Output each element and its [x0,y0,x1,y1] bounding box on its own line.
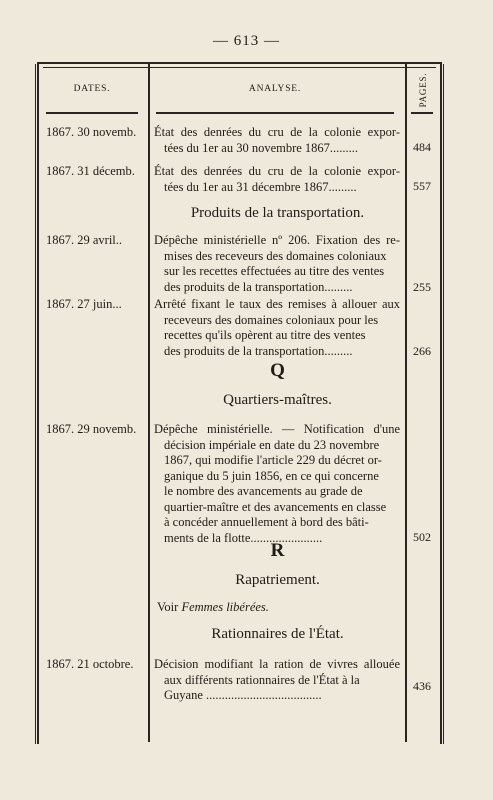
header-rule-analyse [156,112,394,114]
section-title-quartiers: Quartiers-maîtres. [223,392,332,408]
entry-analysis [154,422,400,546]
entry-page: 266 [413,344,431,358]
entry-line: État des denrées du cru de la colonie expor- [154,125,400,139]
entry-line: des produits de la transportation......... [164,279,353,294]
header-analyse: ANALYSE. [248,84,302,94]
section-title-rationnaires: Rationnaires de l'État. [211,626,344,642]
see-also-prefix: Voir [157,600,179,614]
frame-outer-left-rule [35,64,36,744]
entry-line: quartier-maître et des avancements en classe [164,499,387,514]
entry-line: Dépêche ministérielle nº 206. Fixation des re- [154,233,400,247]
frame-outer-right-rule [443,64,444,744]
entry-line: ganique du 5 juin 1856, en ce qui concerne [164,468,379,483]
entry-line: recettes qu'ils opèrent au titre des ventes [164,328,366,342]
entry-line: 1867, qui modifie l'article 229 du décret or- [164,453,382,467]
page-number: — 613 — [213,33,280,49]
entry-date: 1867. 29 avril.. [46,233,123,247]
section-title-transportation: Produits de la transportation. [190,205,365,221]
entry-line: tées du 1er au 30 novembre 1867......... [164,140,359,155]
entry-page: 255 [413,280,431,294]
entry-line: décision impériale en date du 23 novembre [164,437,380,452]
section-title-rapatriement: Rapatriement. [235,572,320,588]
entry-page: 484 [413,140,431,154]
entry-page: 502 [413,530,431,544]
entry-date: 1867. 27 juin... [46,297,122,311]
see-also-target: Femmes libérées. [181,600,269,614]
entry-line: des produits de la transportation......... [164,343,353,358]
entry-date: 1867. 31 décemb. [46,164,135,178]
entry-line: aux différents rationnaires de l'État à la [164,672,360,687]
entry-line: à concéder annuellement à bord des bâti- [164,515,369,529]
entry-line: sur les recettes effectuées au titre des ventes [164,264,385,278]
entry-line: ments de la flotte....................... [164,530,323,545]
entry-analysis [154,297,400,359]
entry-line: Décision modifiant la ration de vivres allouée [154,657,400,671]
section-letter-r: R [270,540,285,561]
section-letter-q: Q [270,360,285,381]
entry-analysis [154,164,400,195]
entry-line: Guyane ..................................... [164,688,322,702]
see-also-reference [157,600,269,615]
entry-analysis [154,233,400,295]
entry-line: Arrêté fixant le taux des remises à allouer aux [154,297,400,311]
frame-inner-rule [43,67,436,68]
entry-page: 436 [413,679,431,693]
entry-date: 1867. 21 octobre. [46,657,134,671]
header-dates: DATES. [73,84,111,94]
entry-analysis [154,125,400,156]
header-pages-label: PAGES. [418,72,428,108]
header-rule-dates [46,112,138,114]
column-divider-pages [405,64,407,742]
entry-line: mises des receveurs des domaines coloniaux [164,248,387,263]
entry-line: État des denrées du cru de la colonie expor- [154,164,400,178]
entry-line: le nombre des avancements au grade de [164,484,363,498]
entry-line: tées du 1er au 31 décembre 1867......... [164,179,357,194]
entry-date: 1867. 30 novemb. [46,125,137,139]
entry-line: receveurs des domaines coloniaux pour les [164,312,379,327]
entry-analysis [154,657,400,704]
entry-page: 557 [413,179,431,193]
header-pages [410,70,436,110]
header-rule-pages [411,112,433,114]
entry-date: 1867. 29 novemb. [46,422,137,436]
entry-line: Dépêche ministérielle. — Notification d'une [154,422,400,436]
